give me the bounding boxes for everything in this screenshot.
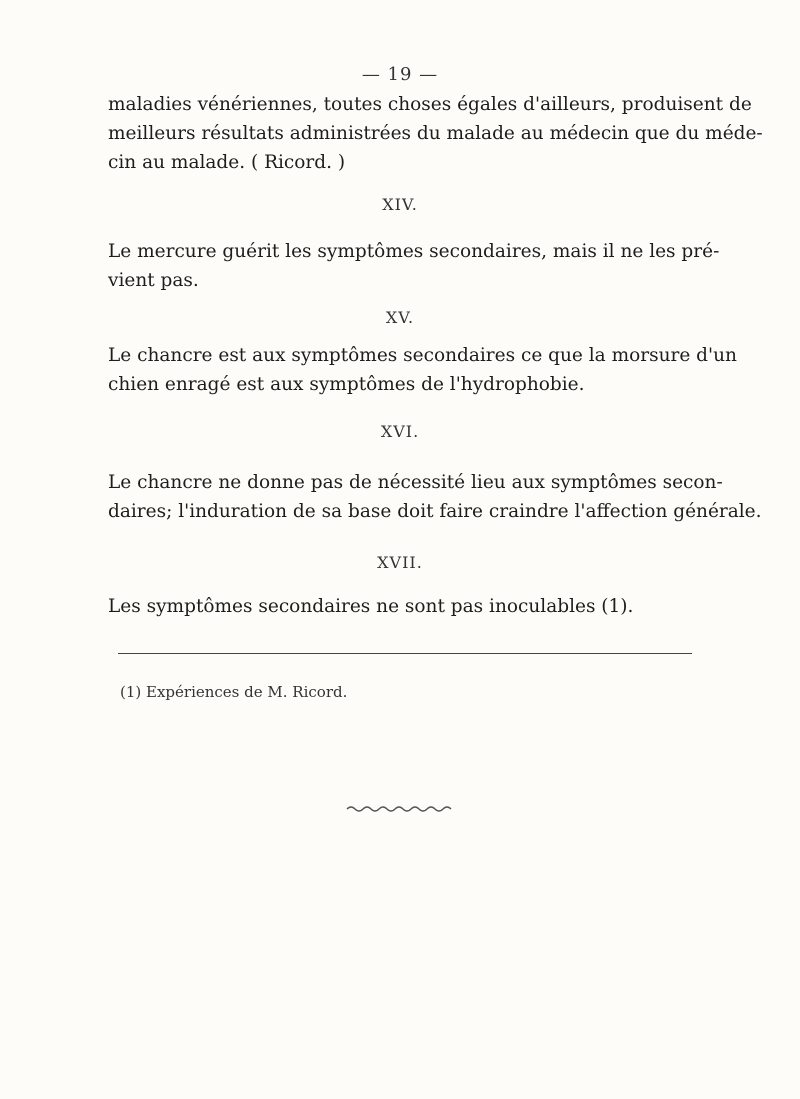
section-heading-xv: XV.	[385, 308, 415, 327]
section-heading-xvi: XVI.	[380, 422, 420, 441]
paragraph-xv	[108, 341, 737, 399]
paragraph-line: Le chancre est aux symptômes secondaires ce que la morsure d'un	[108, 345, 737, 366]
paragraph-line: chien enragé est aux symptômes de l'hydrophobie.	[108, 374, 585, 395]
paragraph-line: Le mercure guérit les symptômes secondaires, mais il ne les pré-	[108, 241, 720, 262]
paragraph-line: Les symptômes secondaires ne sont pas inoculables (1).	[108, 596, 634, 617]
paragraph-xvii	[108, 592, 708, 621]
page-number: — 19 —	[361, 64, 439, 85]
paragraph-line: cin au malade. ( Ricord. )	[108, 152, 346, 173]
paragraph-line: Le chancre ne donne pas de nécessité lieu aux symptômes secon-	[108, 472, 723, 493]
paragraph-xvi	[108, 468, 762, 526]
paragraph-line: maladies vénériennes, toutes choses égales d'ailleurs, produisent de	[108, 94, 752, 115]
section-heading-xvii: XVII.	[377, 553, 423, 572]
footnote-divider	[118, 653, 692, 654]
paragraph-line: meilleurs résultats administrées du malade au médecin que du méde-	[108, 123, 763, 144]
paragraph-intro	[108, 90, 763, 177]
ornament-flourish-icon	[345, 804, 455, 814]
footnote: (1) Expériences de M. Ricord.	[120, 683, 348, 701]
paragraph-line: daires; l'induration de sa base doit faire craindre l'affection générale.	[108, 501, 762, 522]
paragraph-line: vient pas.	[108, 270, 199, 291]
section-heading-xiv: XIV.	[382, 195, 418, 214]
tail-ornament	[0, 799, 800, 818]
paragraph-xiv	[108, 237, 720, 295]
